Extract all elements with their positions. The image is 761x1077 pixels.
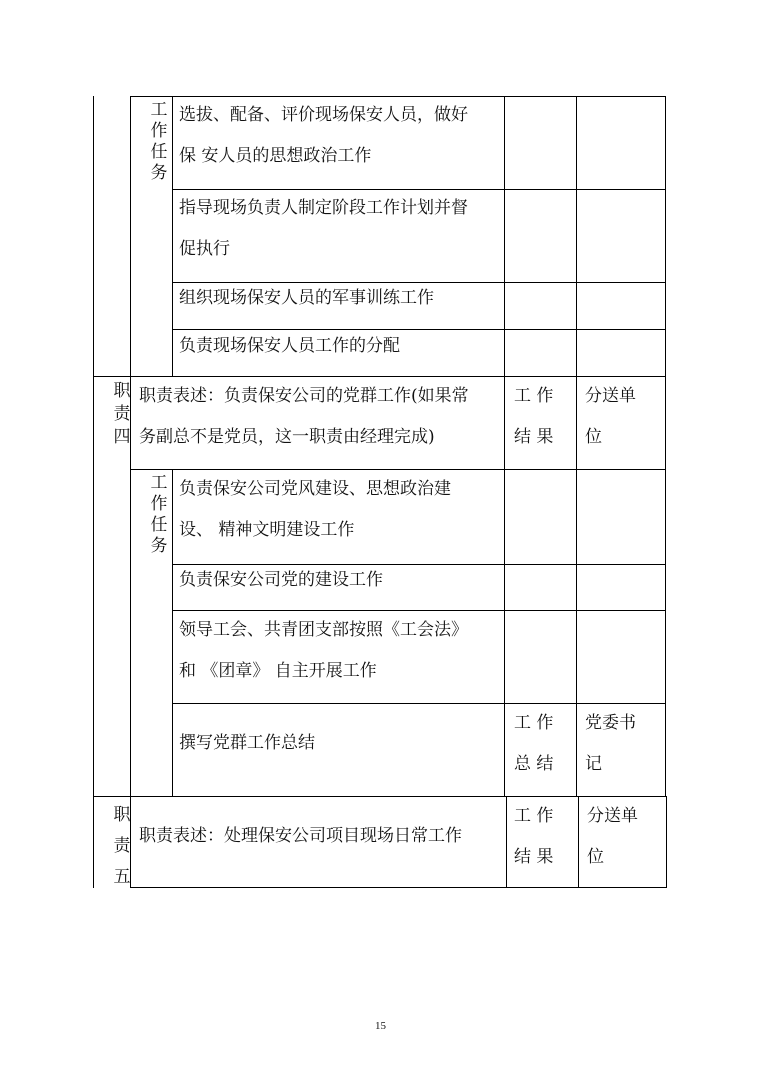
duty5-recipient-line-2: 位 [587, 847, 604, 867]
duty5-recipient-line-1: 分送单 [587, 806, 638, 826]
task-1-line-1: 选拔、配备、评价现场保安人员，做好 [179, 105, 468, 125]
duty4-result-line-1: 工 作 [514, 386, 554, 406]
duty4-recipient-line-1: 分送单 [585, 386, 636, 406]
page-number: 15 [375, 1020, 386, 1032]
task-label-2: 工作任务 [150, 473, 168, 556]
duty4-result-line-2: 结 果 [514, 427, 554, 447]
task-3: 组织现场保安人员的军事训练工作 [179, 288, 434, 308]
duty4-task-4-result-line-2: 总 结 [514, 754, 554, 774]
duty4-task-3-line-1: 领导工会、共青团支部按照《工会法》 [179, 620, 468, 640]
task-4: 负责现场保安人员工作的分配 [179, 336, 400, 356]
duty4-task-3-line-2: 和 《团章》 自主开展工作 [179, 661, 377, 681]
duty4-task-4-result-line-1: 工 作 [514, 713, 554, 733]
task-2-line-1: 指导现场负责人制定阶段工作计划并督 [179, 198, 468, 218]
duty4-task-2: 负责保安公司党的建设工作 [179, 570, 383, 590]
duty4-label: 职责四 [113, 381, 131, 447]
duty4-description-line-2: 务副总不是党员，这一职责由经理完成) [139, 427, 435, 447]
duty4-task-1-line-1: 负责保安公司党风建设、思想政治建 [179, 479, 451, 499]
duty4-task-4-recipient-line-1: 党委书 [585, 713, 636, 733]
duty5-result-line-1: 工 作 [514, 806, 554, 826]
task-1-line-2: 保 安人员的思想政治工作 [179, 146, 372, 166]
duty4-task-1-line-2: 设、 精神文明建设工作 [179, 520, 355, 540]
task-2-line-2: 促执行 [179, 239, 230, 259]
duty5-result-line-2: 结 果 [514, 847, 554, 867]
duty4-description-line-1: 职责表述：负责保安公司的党群工作(如果常 [139, 386, 469, 406]
duty4-task-4: 撰写党群工作总结 [179, 733, 315, 753]
duty5-label: 职责五 [113, 805, 131, 887]
duty5-description: 职责表述：处理保安公司项目现场日常工作 [139, 826, 462, 846]
duty4-recipient-line-2: 位 [585, 427, 602, 447]
task-label-1: 工作任务 [150, 100, 168, 183]
duty4-task-4-recipient-line-2: 记 [585, 754, 602, 774]
